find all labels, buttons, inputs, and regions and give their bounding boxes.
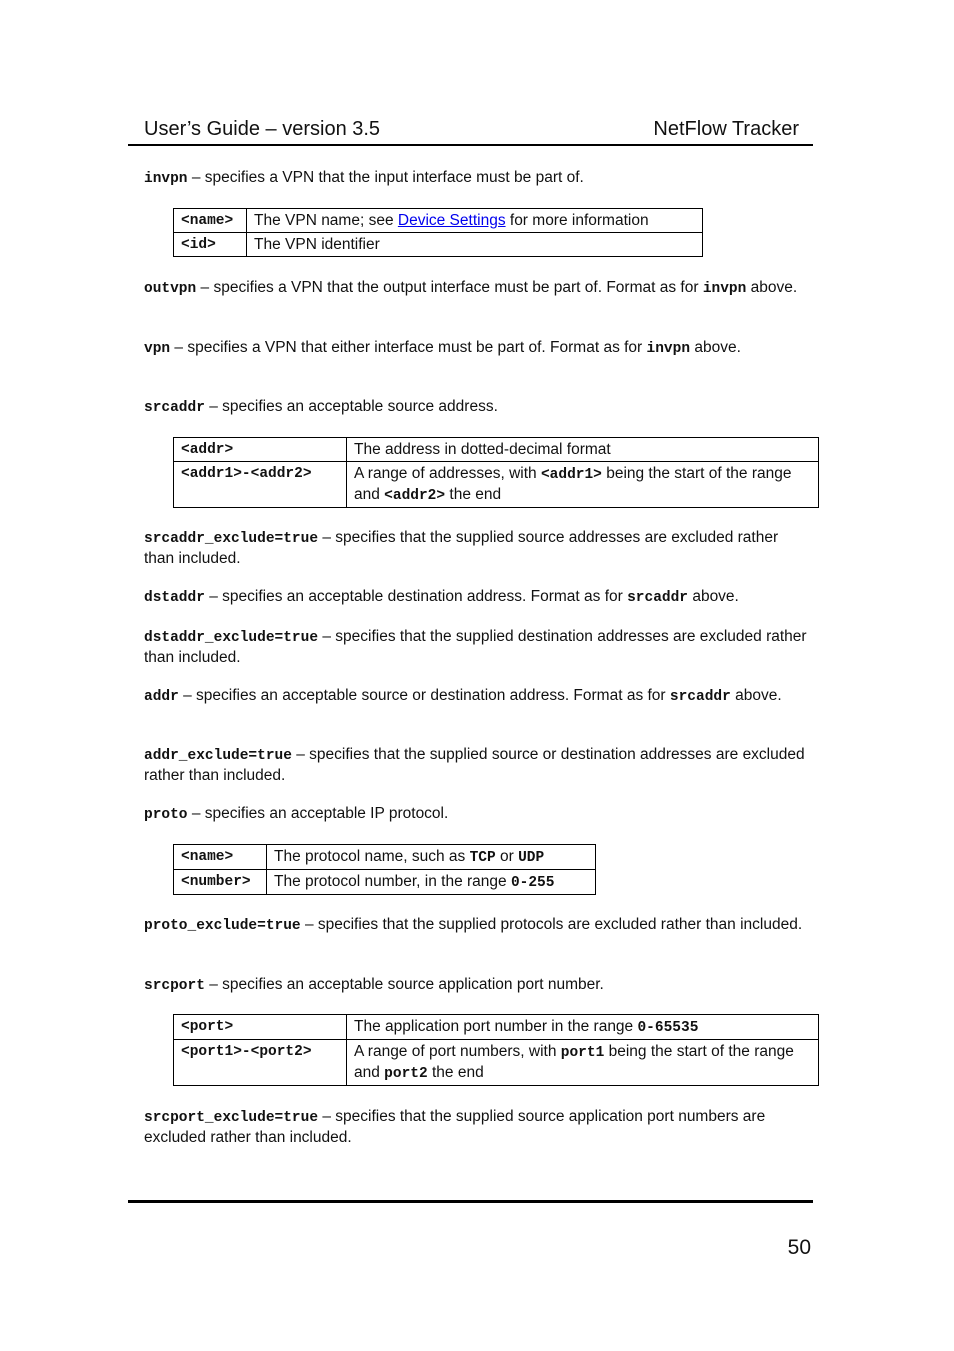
table-key: <name>	[174, 209, 247, 233]
table-key: <addr1>-<addr2>	[174, 462, 347, 508]
srcaddr-table	[173, 437, 819, 508]
srcport-term: srcport	[144, 978, 205, 994]
desc-code: <addr1>	[540, 467, 602, 483]
desc-code: port1	[560, 1045, 605, 1061]
desc-code: UDP	[518, 850, 545, 866]
table-desc: The VPN identifier	[247, 233, 703, 257]
table-row	[174, 1040, 819, 1086]
desc-code: 0-255	[510, 875, 555, 891]
desc-text: the end	[427, 1064, 484, 1081]
dstaddr-paragraph	[144, 587, 812, 608]
srcaddr-paragraph	[144, 397, 812, 418]
desc-text: The VPN name; see	[254, 212, 398, 229]
table-desc	[267, 845, 596, 870]
vpn-ref: invpn	[646, 341, 691, 357]
desc-text: the end	[445, 486, 502, 503]
vpn-post: above.	[690, 339, 741, 356]
desc-text: being the start of the range and	[354, 1043, 794, 1081]
table-row	[174, 438, 819, 462]
desc-text: The protocol name, such as	[274, 848, 470, 865]
invpn-term: invpn	[144, 171, 188, 187]
desc-text: A range of addresses, with	[354, 465, 541, 482]
desc-text: being the start of the range and	[354, 465, 792, 503]
invpn-table	[173, 208, 703, 257]
dstaddr-exclude-text: – specifies that the supplied destination addresses are excluded rather than included.	[144, 628, 807, 666]
addr-exclude-text: – specifies that the supplied source or destination addresses are excluded rather than included.	[144, 746, 805, 784]
addr-exclude-paragraph	[144, 745, 812, 786]
proto-table	[173, 844, 596, 895]
addr-text: – specifies an acceptable source or destination address. Format as for	[178, 687, 670, 704]
header-product: NetFlow Tracker	[653, 118, 799, 140]
desc-text: The application port number in the range	[354, 1018, 638, 1035]
outvpn-paragraph	[144, 278, 812, 299]
table-desc	[347, 1040, 819, 1086]
dstaddr-text: – specifies an acceptable destination address. Format as for	[204, 588, 628, 605]
desc-text: The protocol number, in the range	[274, 873, 511, 890]
proto-exclude-term: proto_exclude=true	[144, 918, 301, 934]
proto-text: – specifies an acceptable IP protocol.	[187, 805, 449, 822]
header-title: User’s Guide – version 3.5	[144, 118, 381, 140]
srcport-paragraph	[144, 975, 812, 996]
outvpn-text: – specifies a VPN that the output interface must be part of. Format as for	[196, 279, 703, 296]
srcaddr-text: – specifies an acceptable source address.	[204, 398, 498, 415]
addr-post: above.	[730, 687, 782, 704]
desc-code: 0-65535	[637, 1020, 699, 1036]
table-desc	[267, 870, 596, 895]
table-key: <addr>	[174, 438, 347, 462]
table-desc	[247, 209, 703, 233]
dstaddr-ref: srcaddr	[627, 590, 689, 606]
outvpn-ref: invpn	[702, 281, 747, 297]
table-key: <port1>-<port2>	[174, 1040, 347, 1086]
header-divider	[128, 144, 813, 146]
desc-text: or	[495, 848, 519, 865]
vpn-paragraph	[144, 338, 812, 359]
srcport-exclude-term: srcport_exclude=true	[144, 1110, 319, 1126]
desc-code: <addr2>	[384, 488, 446, 504]
table-row	[174, 209, 703, 233]
desc-text: for more information	[505, 212, 649, 229]
vpn-text: – specifies a VPN that either interface must be part of. Format as for	[170, 339, 647, 356]
invpn-text: – specifies a VPN that the input interface must be part of.	[187, 169, 584, 186]
addr-paragraph	[144, 686, 812, 707]
dstaddr-exclude-term: dstaddr_exclude=true	[144, 630, 319, 646]
footer-divider	[128, 1200, 813, 1203]
srcaddr-exclude-text: – specifies that the supplied source addresses are excluded rather than included.	[144, 529, 779, 567]
outvpn-term: outvpn	[144, 281, 197, 297]
table-key: <id>	[174, 233, 247, 257]
addr-ref: srcaddr	[669, 689, 731, 705]
dstaddr-term: dstaddr	[144, 590, 205, 606]
proto-term: proto	[144, 807, 188, 823]
invpn-paragraph	[144, 168, 812, 189]
table-row	[174, 233, 703, 257]
srcport-exclude-paragraph	[144, 1107, 812, 1148]
outvpn-post: above.	[746, 279, 798, 296]
page-number: 50	[787, 1236, 811, 1259]
table-desc	[347, 1015, 819, 1040]
proto-exclude-paragraph	[144, 915, 812, 936]
table-desc: The address in dotted-decimal format	[347, 438, 819, 462]
addr-exclude-term: addr_exclude=true	[144, 748, 292, 764]
table-row	[174, 845, 596, 870]
device-settings-link[interactable]: Device Settings	[397, 212, 506, 229]
table-row	[174, 870, 596, 895]
table-key: <name>	[174, 845, 267, 870]
desc-text: A range of port numbers, with	[354, 1043, 561, 1060]
vpn-term: vpn	[144, 341, 171, 357]
srcaddr-exclude-paragraph	[144, 528, 812, 569]
proto-exclude-text: – specifies that the supplied protocols are excluded rather than included.	[300, 916, 803, 933]
srcport-table	[173, 1014, 819, 1086]
dstaddr-exclude-paragraph	[144, 627, 812, 668]
desc-code: port2	[384, 1066, 428, 1082]
srcaddr-exclude-term: srcaddr_exclude=true	[144, 531, 319, 547]
dstaddr-post: above.	[688, 588, 739, 605]
table-key: <number>	[174, 870, 267, 895]
srcport-exclude-text: – specifies that the supplied source application port numbers are excluded rather than included.	[144, 1108, 766, 1146]
srcaddr-term: srcaddr	[144, 400, 205, 416]
table-row	[174, 462, 819, 508]
desc-code: TCP	[469, 850, 496, 866]
table-row	[174, 1015, 819, 1040]
addr-term: addr	[144, 689, 179, 705]
srcport-text: – specifies an acceptable source application port number.	[204, 976, 604, 993]
proto-paragraph	[144, 804, 812, 825]
table-desc	[347, 462, 819, 508]
table-key: <port>	[174, 1015, 347, 1040]
